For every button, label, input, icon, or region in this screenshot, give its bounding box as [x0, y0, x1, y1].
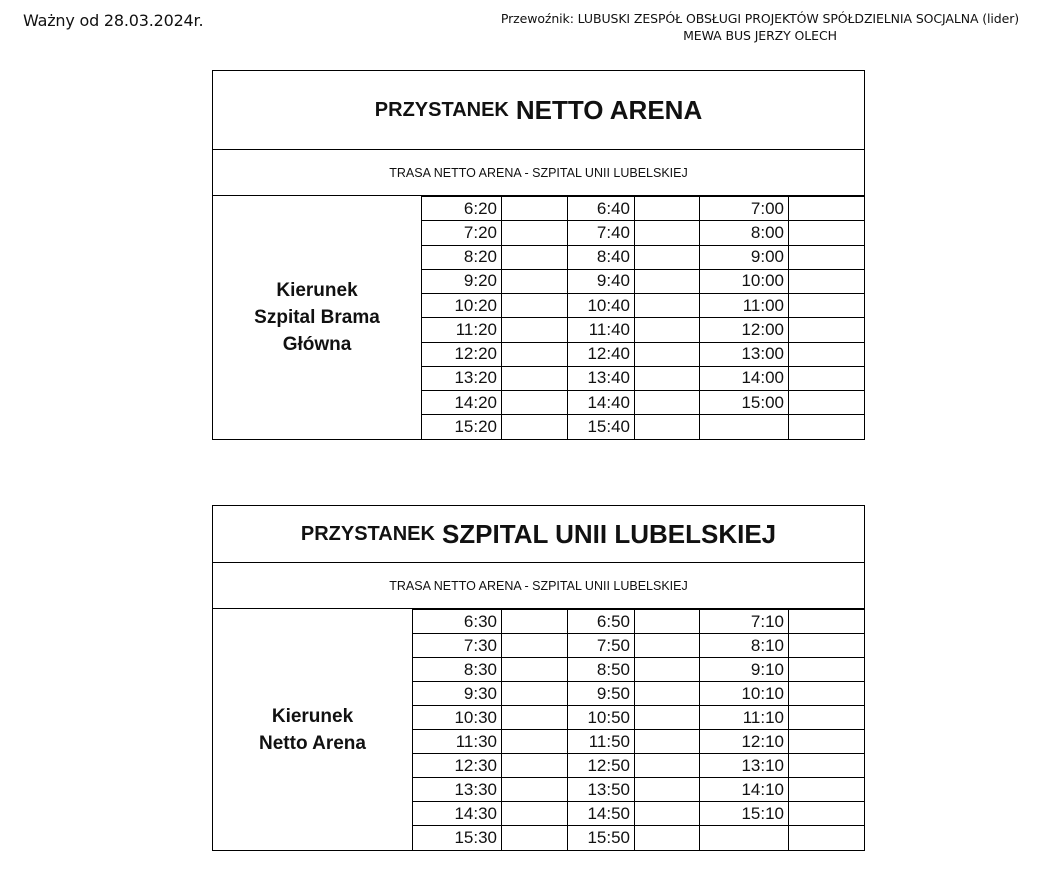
empty-cell: [789, 318, 865, 342]
empty-cell: [635, 706, 700, 730]
table-row: [422, 415, 865, 439]
table-row: [413, 658, 865, 682]
direction-line: Kierunek: [271, 705, 354, 727]
empty-cell: [502, 245, 568, 269]
departure-time-cell: 9:20: [422, 269, 502, 293]
empty-cell: [502, 197, 568, 221]
stop-title: [213, 71, 864, 150]
stop-title: [213, 506, 864, 563]
table-row: [422, 294, 865, 318]
empty-cell: [789, 730, 865, 754]
departure-time-cell: 6:30: [413, 610, 502, 634]
direction-line: Kierunek: [276, 280, 358, 301]
table-row: [413, 826, 865, 850]
departure-time-cell: 7:40: [568, 221, 635, 245]
empty-cell: [502, 221, 568, 245]
table-row: [422, 318, 865, 342]
empty-cell: [635, 658, 700, 682]
table-row: [413, 634, 865, 658]
departure-time-cell: 15:40: [568, 415, 635, 439]
valid-from-label: Ważny od 28.03.2024r.: [23, 11, 204, 30]
table-row: [422, 391, 865, 415]
carrier-info: [470, 10, 1050, 44]
route-label: TRASA NETTO ARENA - SZPITAL UNII LUBELSKIEJ: [213, 563, 864, 609]
empty-cell: [635, 802, 700, 826]
empty-cell: [789, 802, 865, 826]
table-row: [422, 197, 865, 221]
empty-cell: [502, 269, 568, 293]
departure-time-cell: 10:20: [422, 294, 502, 318]
empty-cell: [635, 269, 700, 293]
departure-time-cell: 10:50: [568, 706, 635, 730]
empty-cell: [789, 391, 865, 415]
empty-cell: [635, 682, 700, 706]
departure-time-cell: 6:50: [568, 610, 635, 634]
empty-cell: [635, 342, 700, 366]
departure-time-cell: 13:10: [700, 754, 789, 778]
table-row: [413, 754, 865, 778]
table-row: [413, 682, 865, 706]
empty-cell: [635, 826, 700, 850]
empty-cell: [502, 778, 568, 802]
empty-cell: [789, 610, 865, 634]
departure-time-cell: 10:10: [700, 682, 789, 706]
direction-label: [213, 609, 412, 850]
departure-time-cell: 7:50: [568, 634, 635, 658]
departure-time-cell: 12:20: [422, 342, 502, 366]
departure-time-cell: 13:50: [568, 778, 635, 802]
table-row: [413, 706, 865, 730]
timetable-body: [213, 196, 864, 439]
timetable-body: [213, 609, 864, 850]
departure-time-cell: 14:10: [700, 778, 789, 802]
departure-time-cell: 15:30: [413, 826, 502, 850]
empty-cell: [502, 318, 568, 342]
empty-cell: [502, 342, 568, 366]
departure-time-cell: 15:20: [422, 415, 502, 439]
departure-time-cell: 12:00: [700, 318, 789, 342]
departure-time-cell: 8:10: [700, 634, 789, 658]
departure-time-cell: 14:40: [568, 391, 635, 415]
empty-cell: [635, 754, 700, 778]
empty-cell: [635, 366, 700, 390]
stop-title-prefix: PRZYSTANEK: [300, 522, 435, 545]
departure-time-cell: 10:30: [413, 706, 502, 730]
table-row: [422, 366, 865, 390]
empty-cell: [789, 366, 865, 390]
departure-time-cell: 8:40: [568, 245, 635, 269]
departure-time-cell: 6:40: [568, 197, 635, 221]
empty-cell: [789, 706, 865, 730]
direction-line: Netto Arena: [259, 732, 366, 754]
table-row: [422, 269, 865, 293]
empty-cell: [635, 778, 700, 802]
departure-time-cell: [700, 826, 789, 850]
departure-time-cell: 8:20: [422, 245, 502, 269]
timetable-panel-szpital-unii-lubelskiej: [212, 505, 865, 851]
departure-time-cell: 9:50: [568, 682, 635, 706]
departure-time-cell: 15:50: [568, 826, 635, 850]
empty-cell: [635, 294, 700, 318]
table-row: [413, 730, 865, 754]
empty-cell: [635, 221, 700, 245]
departure-time-cell: 13:20: [422, 366, 502, 390]
empty-cell: [635, 391, 700, 415]
departure-time-cell: 14:00: [700, 366, 789, 390]
departure-time-cell: 11:10: [700, 706, 789, 730]
empty-cell: [789, 682, 865, 706]
empty-cell: [789, 342, 865, 366]
departure-time-cell: 14:50: [568, 802, 635, 826]
departure-time-cell: 10:00: [700, 269, 789, 293]
departure-time-cell: 11:20: [422, 318, 502, 342]
empty-cell: [635, 634, 700, 658]
departure-time-cell: 15:00: [700, 391, 789, 415]
carrier-line-2: MEWA BUS JERZY OLECH: [683, 28, 837, 43]
empty-cell: [789, 415, 865, 439]
empty-cell: [789, 634, 865, 658]
departure-times-table: [421, 196, 865, 439]
table-row: [413, 802, 865, 826]
carrier-line-1: Przewoźnik: LUBUSKI ZESPÓŁ OBSŁUGI PROJEKTÓW SPÓŁDZIELNIA SOCJALNA (lider): [500, 11, 1020, 26]
direction-line: Główna: [282, 334, 352, 355]
departure-time-cell: 11:30: [413, 730, 502, 754]
departure-time-cell: [700, 415, 789, 439]
departure-time-cell: 7:00: [700, 197, 789, 221]
departure-time-cell: 7:20: [422, 221, 502, 245]
empty-cell: [789, 778, 865, 802]
direction-label: [213, 196, 421, 439]
departure-time-cell: 9:30: [413, 682, 502, 706]
empty-cell: [635, 197, 700, 221]
departure-time-cell: 13:40: [568, 366, 635, 390]
departure-time-cell: 8:30: [413, 658, 502, 682]
departure-time-cell: 12:10: [700, 730, 789, 754]
departure-time-cell: 14:20: [422, 391, 502, 415]
direction-line: Szpital Brama: [254, 307, 380, 328]
departure-time-cell: 8:50: [568, 658, 635, 682]
stop-title-name: NETTO ARENA: [515, 94, 703, 125]
empty-cell: [502, 754, 568, 778]
empty-cell: [635, 610, 700, 634]
empty-cell: [502, 706, 568, 730]
empty-cell: [635, 318, 700, 342]
timetable-panel-netto-arena: [212, 70, 865, 440]
empty-cell: [502, 294, 568, 318]
departure-time-cell: 13:00: [700, 342, 789, 366]
empty-cell: [789, 754, 865, 778]
empty-cell: [635, 245, 700, 269]
table-row: [422, 221, 865, 245]
table-row: [413, 610, 865, 634]
empty-cell: [789, 294, 865, 318]
departure-time-cell: 7:10: [700, 610, 789, 634]
empty-cell: [789, 197, 865, 221]
empty-cell: [502, 366, 568, 390]
empty-cell: [502, 415, 568, 439]
departure-time-cell: 9:10: [700, 658, 789, 682]
empty-cell: [502, 391, 568, 415]
empty-cell: [502, 802, 568, 826]
empty-cell: [502, 730, 568, 754]
departure-time-cell: 7:30: [413, 634, 502, 658]
departure-time-cell: 12:30: [413, 754, 502, 778]
route-label: TRASA NETTO ARENA - SZPITAL UNII LUBELSKIEJ: [213, 150, 864, 196]
departure-time-cell: 14:30: [413, 802, 502, 826]
departure-time-cell: 12:50: [568, 754, 635, 778]
departure-time-cell: 11:50: [568, 730, 635, 754]
departure-time-cell: 8:00: [700, 221, 789, 245]
empty-cell: [502, 634, 568, 658]
stop-title-name: SZPITAL UNII LUBELSKIEJ: [441, 518, 777, 549]
departure-time-cell: 9:40: [568, 269, 635, 293]
table-row: [422, 342, 865, 366]
empty-cell: [502, 826, 568, 850]
departure-time-cell: 11:40: [568, 318, 635, 342]
empty-cell: [635, 415, 700, 439]
departure-time-cell: 6:20: [422, 197, 502, 221]
departure-time-cell: 10:40: [568, 294, 635, 318]
departure-time-cell: 15:10: [700, 802, 789, 826]
empty-cell: [789, 269, 865, 293]
empty-cell: [502, 658, 568, 682]
table-row: [413, 778, 865, 802]
empty-cell: [789, 221, 865, 245]
empty-cell: [789, 245, 865, 269]
empty-cell: [635, 730, 700, 754]
departure-times-table: [412, 609, 865, 850]
table-row: [422, 245, 865, 269]
departure-time-cell: 12:40: [568, 342, 635, 366]
empty-cell: [502, 610, 568, 634]
empty-cell: [789, 826, 865, 850]
departure-time-cell: 9:00: [700, 245, 789, 269]
empty-cell: [502, 682, 568, 706]
departure-time-cell: 11:00: [700, 294, 789, 318]
stop-title-prefix: PRZYSTANEK: [374, 98, 509, 121]
departure-time-cell: 13:30: [413, 778, 502, 802]
empty-cell: [789, 658, 865, 682]
